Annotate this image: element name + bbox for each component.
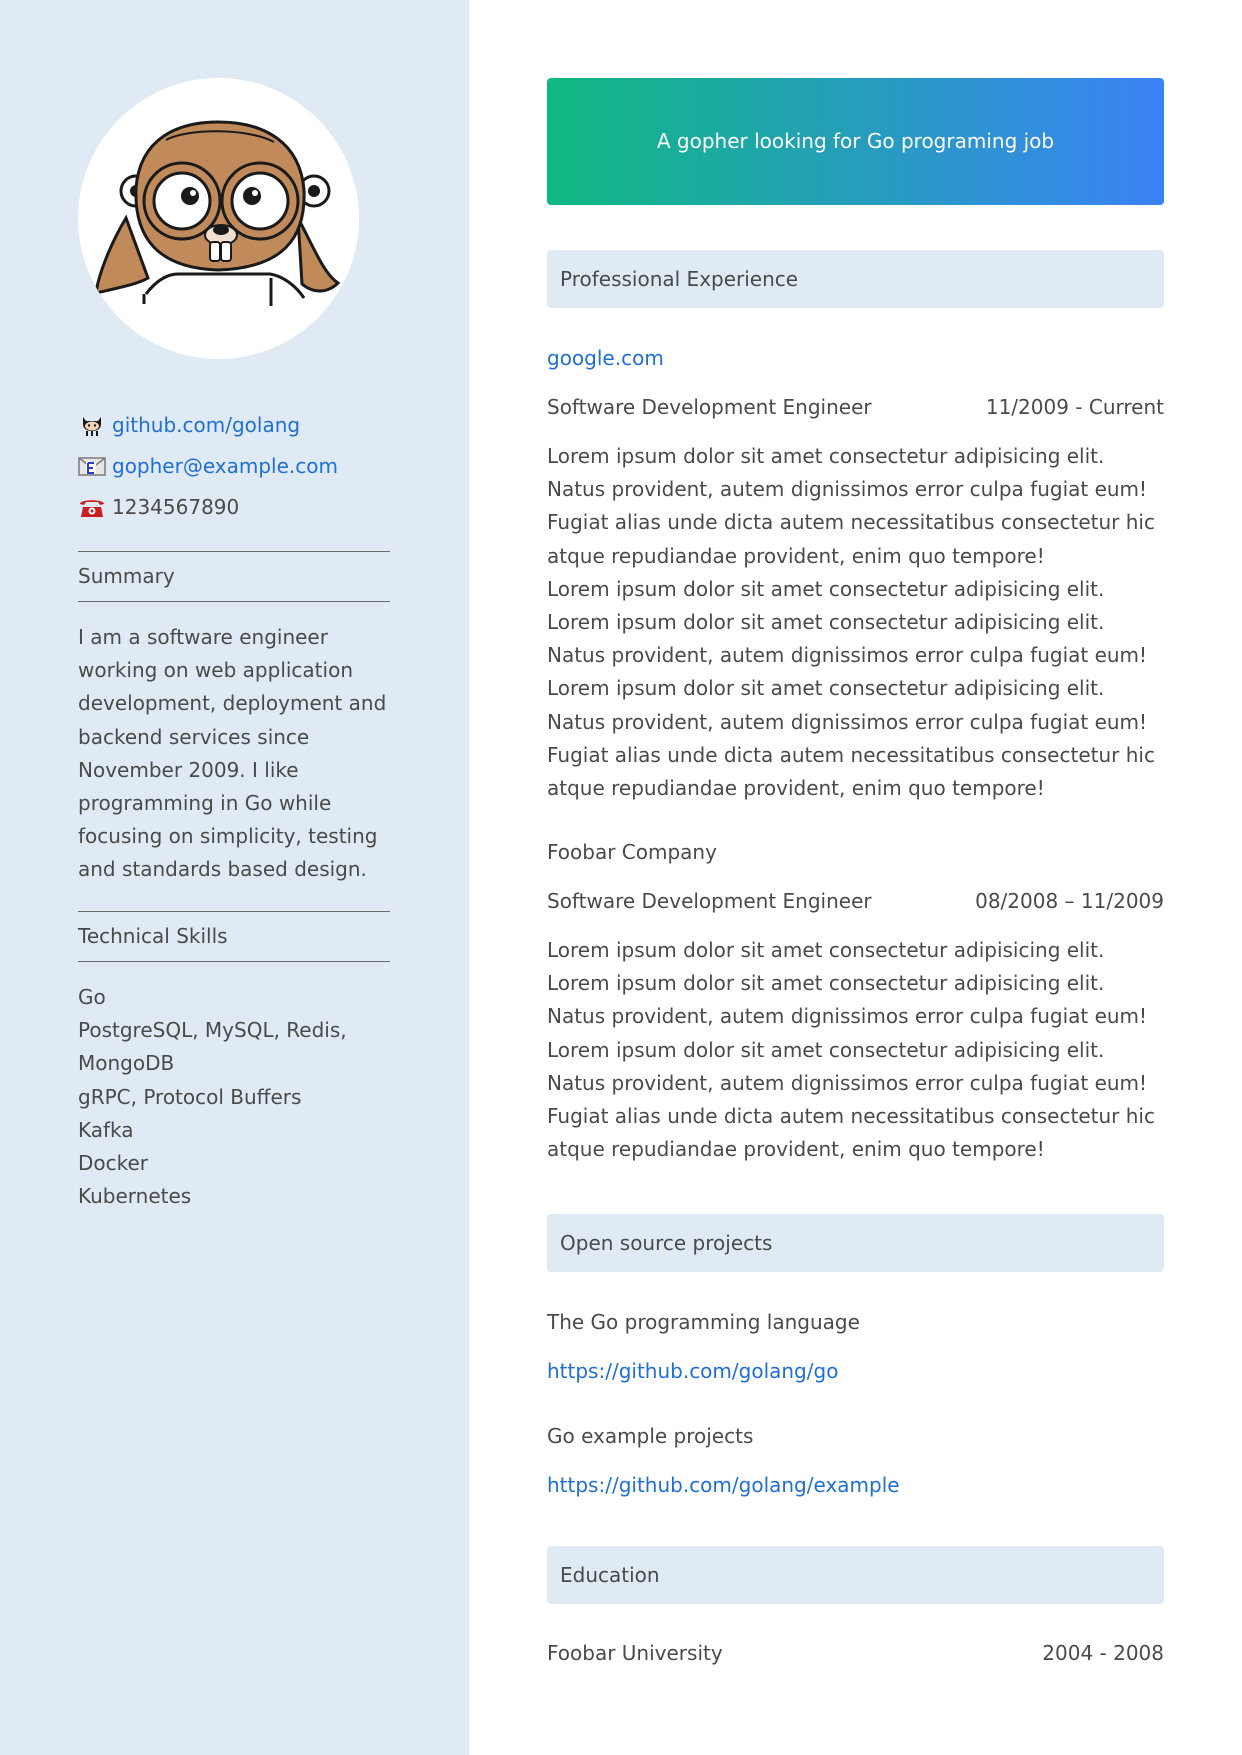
project-name: Go example projects bbox=[547, 1424, 754, 1448]
school-years: 2004 - 2008 bbox=[1042, 1641, 1164, 1665]
contact-email bbox=[78, 445, 398, 486]
job-google bbox=[547, 342, 1164, 805]
github-octocat-icon bbox=[78, 413, 108, 437]
school-name: Foobar University bbox=[547, 1641, 723, 1665]
project-item bbox=[547, 1420, 1164, 1502]
experience-heading: Professional Experience bbox=[547, 250, 1164, 308]
job-description bbox=[547, 934, 1164, 1166]
projects-heading: Open source projects bbox=[547, 1214, 1164, 1272]
job-role: Software Development Engineer bbox=[547, 395, 872, 419]
job-dates: 11/2009 - Current bbox=[985, 395, 1164, 419]
telephone-icon bbox=[78, 495, 108, 519]
skills-heading: Technical Skills bbox=[78, 911, 390, 962]
job-description bbox=[547, 440, 1164, 805]
skill-item: Go bbox=[78, 985, 106, 1009]
project-item bbox=[547, 1306, 1164, 1388]
job-paragraph: Lorem ipsum dolor sit amet consectetur adipisicing elit. Natus provident, autem dignissimos error culpa fugiat eum! Fugiat alias unde dicta autem necessitatibus consectetur hic atque repudiandae provident, enim quo tempore! bbox=[547, 676, 1155, 801]
job-paragraph: Lorem ipsum dolor sit amet consectetur adipisicing elit. Natus provident, autem dignissimos error culpa fugiat eum! Fugiat alias unde dicta autem necessitatibus consectetur hic atque repudiandae provident, enim quo tempore! bbox=[547, 1037, 1155, 1162]
job-paragraph: Lorem ipsum dolor sit amet consectetur adipisicing elit. Natus provident, autem dignissimos error culpa fugiat eum! bbox=[547, 610, 1148, 668]
summary-heading: Summary bbox=[78, 551, 390, 602]
job-paragraph: Lorem ipsum dolor sit amet consectetur adipisicing elit. bbox=[547, 938, 1105, 962]
contact-list bbox=[78, 404, 398, 527]
job-role: Software Development Engineer bbox=[547, 889, 872, 913]
summary-text: I am a software engineer working on web application development, deployment and backend services since November 2009. I like programming in Go while focusing on simplicity, testing and standards based design. bbox=[78, 625, 387, 882]
job-dates: 08/2008 – 11/2009 bbox=[975, 889, 1164, 913]
skill-item: Docker bbox=[78, 1151, 149, 1176]
job-foobar bbox=[547, 836, 1164, 1166]
skill-item: PostgreSQL, MySQL, Redis, MongoDB bbox=[78, 1018, 347, 1076]
skills-section bbox=[78, 911, 390, 1213]
headline-banner: A gopher looking for Go programing job bbox=[547, 78, 1164, 205]
sidebar bbox=[0, 0, 469, 1755]
github-link[interactable]: github.com/golang bbox=[112, 412, 301, 437]
skill-item: Kafka bbox=[78, 1117, 134, 1142]
education-row bbox=[547, 1637, 1164, 1670]
email-link[interactable]: gopher@example.com bbox=[112, 453, 338, 478]
job-role-row bbox=[547, 391, 1164, 424]
company-name: Foobar Company bbox=[547, 840, 717, 864]
summary-section bbox=[78, 551, 390, 887]
project-link[interactable]: https://github.com/golang/example bbox=[547, 1473, 900, 1497]
skills-list bbox=[78, 981, 390, 1213]
job-paragraph: Lorem ipsum dolor sit amet consectetur adipisicing elit. bbox=[547, 576, 1105, 601]
email-icon bbox=[78, 454, 108, 478]
education-heading: Education bbox=[547, 1546, 1164, 1604]
contact-phone bbox=[78, 486, 398, 527]
project-link[interactable]: https://github.com/golang/go bbox=[547, 1359, 839, 1383]
job-paragraph: Lorem ipsum dolor sit amet consectetur adipisicing elit. Natus provident, autem dignissimos error culpa fugiat eum! bbox=[547, 971, 1148, 1029]
contact-github bbox=[78, 404, 398, 445]
avatar bbox=[78, 78, 359, 359]
company-link[interactable]: google.com bbox=[547, 346, 664, 370]
gopher-avatar-icon bbox=[78, 78, 359, 359]
job-role-row bbox=[547, 885, 1164, 918]
job-paragraph: Lorem ipsum dolor sit amet consectetur adipisicing elit. Natus provident, autem dignissimos error culpa fugiat eum! Fugiat alias unde dicta autem necessitatibus consectetur hic atque repudiandae provident, enim quo tempore! bbox=[547, 444, 1155, 568]
phone-number: 1234567890 bbox=[112, 494, 240, 519]
project-name: The Go programming language bbox=[547, 1310, 860, 1334]
skill-item: gRPC, Protocol Buffers bbox=[78, 1084, 302, 1109]
skill-item: Kubernetes bbox=[78, 1184, 192, 1209]
